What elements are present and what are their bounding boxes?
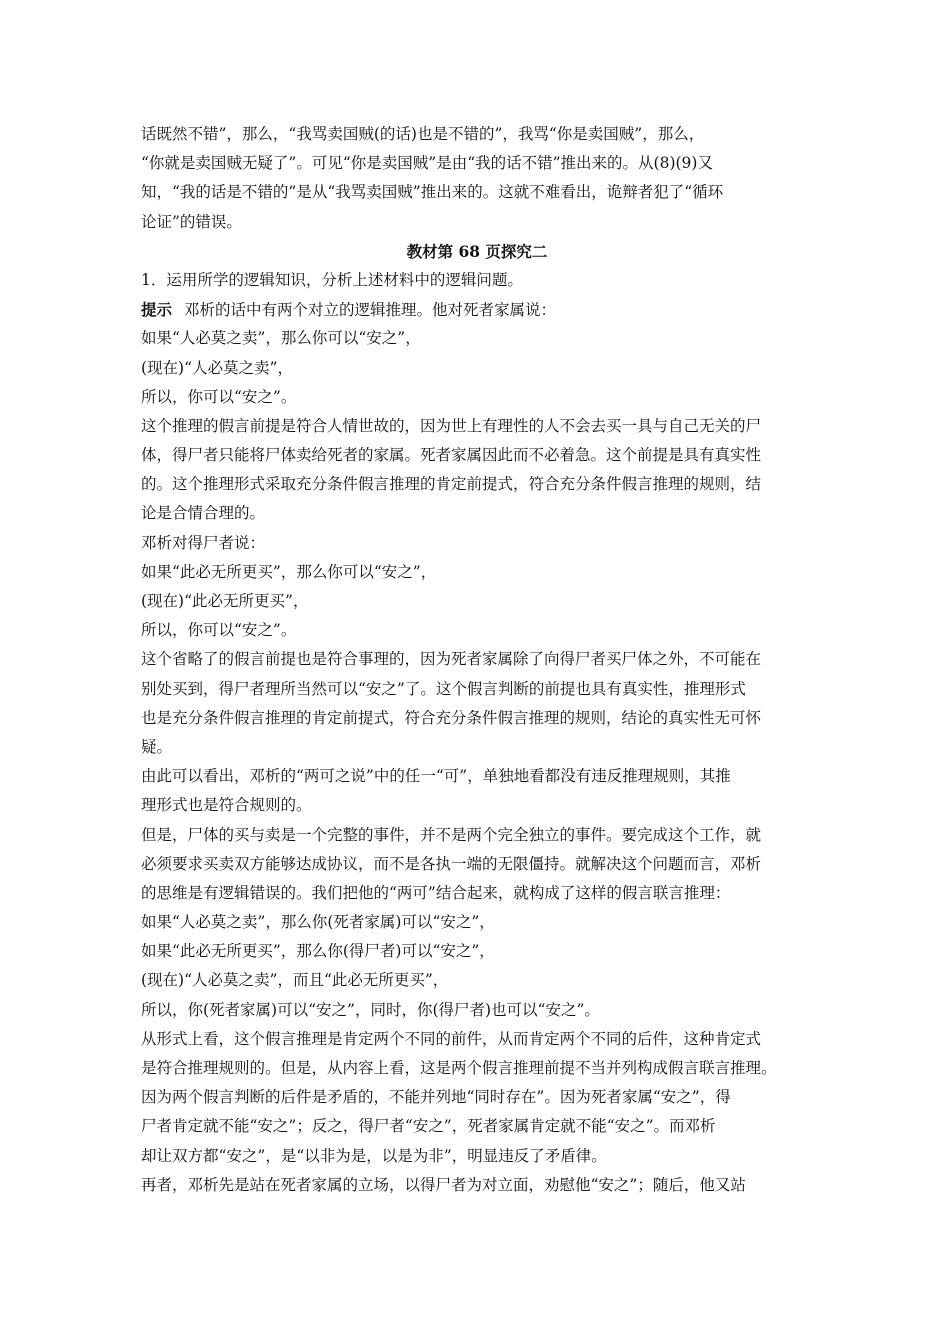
text-line: 的思维是有逻辑错误的。我们把他的“两可”结合起来，就构成了这样的假言联言推理： — [141, 883, 731, 902]
text-line: 的。这个推理形式采取充分条件假言推理的肯定前提式，符合充分条件假言推理的规则，结 — [141, 475, 762, 494]
intro-paragraph — [141, 120, 813, 237]
text-line: 这个推理的假言前提是符合人情世故的，因为世上有理性的人不会去买一具与自己无关的尸 — [141, 416, 762, 435]
text-line: 邓析对得尸者说： — [141, 533, 266, 552]
text-line: 疑。 — [141, 737, 173, 756]
text-line: 尸者肯定就不能“安之”；反之，得尸者“安之”，死者家属肯定就不能“安之”。而邓析 — [141, 1117, 716, 1136]
text-line: 论证”的错误。 — [141, 212, 242, 231]
text-line: 因为两个假言判断的后件是矛盾的，不能并列地“同时存在”。因为死者家属“安之”，得 — [141, 1088, 731, 1107]
text-line: 话既然不错”，那么，“我骂卖国贼(的话)也是不错的”，我骂“你是卖国贼”，那么， — [141, 125, 705, 143]
text-line: “你就是卖国贼无疑了”。可见“你是卖国贼”是由“我的话不错”推出来的。从(8)(9)又 — [141, 154, 713, 173]
text-line: 这个省略了的假言前提也是符合事理的，因为死者家属除了向得尸者买尸体之外，不可能在 — [141, 650, 762, 669]
text-line: 再者，邓析先是站在死者家属的立场，以得尸者为对立面，劝慰他“安之”；随后，他又站 — [141, 1175, 746, 1194]
hint-text: 邓析的话中有两个对立的逻辑推理。他对死者家属说： — [184, 301, 557, 320]
hint-line — [141, 295, 813, 324]
text-line: 也是充分条件假言推理的肯定前提式，符合充分条件假言推理的规则，结论的真实性无可怀 — [141, 708, 762, 727]
body-text — [141, 324, 813, 1200]
text-line: 所以，你可以“安之”。 — [141, 621, 297, 640]
text-line: 如果“此必无所更买”，那么你可以“安之”， — [141, 562, 437, 581]
text-line: 理形式也是符合规则的。 — [141, 796, 312, 815]
text-line: 从形式上看，这个假言推理是肯定两个不同的前件，从而肯定两个不同的后件，这种肯定式 — [141, 1029, 762, 1048]
document-page — [141, 120, 813, 1200]
section-title: 教材第 68 页探究二 — [406, 241, 548, 261]
text-line: 但是，尸体的买与卖是一个完整的事件，并不是两个完全独立的事件。要完成这个工作，就 — [141, 825, 762, 844]
question-text: 1．运用所学的逻辑知识，分析上述材料中的逻辑问题。 — [141, 270, 523, 289]
text-line: 由此可以看出，邓析的“两可之说”中的任一“可”，单独地看都没有违反推理规则，其推 — [141, 767, 731, 786]
text-line: 如果“人必莫之卖”，那么你可以“安之”， — [141, 329, 421, 348]
text-line: (现在)“人必莫之卖”，而且“此必无所更买”， — [141, 971, 449, 990]
text-line: 如果“人必莫之卖”，那么你(死者家属)可以“安之”， — [141, 913, 495, 932]
text-line: 是符合推理规则的。但是，从内容上看，这是两个假言推理前提不当并列构成假言联言推理。 — [141, 1059, 777, 1077]
text-line: 别处买到，得尸者理所当然可以“安之”了。这个假言判断的前提也具有真实性，推理形式 — [141, 679, 746, 698]
hint-label: 提示 — [141, 300, 173, 320]
text-line: 必须要求买卖双方能够达成协议，而不是各执一端的无限僵持。就解决这个问题而言，邓析 — [141, 854, 762, 873]
text-line: (现在)“人必莫之卖”， — [141, 358, 293, 377]
text-line: 论是合情合理的。 — [141, 504, 266, 523]
text-line: 知，“我的话是不错的”是从“我骂卖国贼”推出来的。这就不难看出，诡辩者犯了“循环 — [141, 183, 724, 202]
text-line: 所以，你可以“安之”。 — [141, 387, 297, 406]
text-line: (现在)“此必无所更买”， — [141, 592, 309, 610]
text-line: 所以，你(死者家属)可以“安之”，同时，你(得尸者)也可以“安之”。 — [141, 1000, 600, 1019]
text-line: 却让双方都“安之”，是“以非为是，以是为非”，明显违反了矛盾律。 — [141, 1146, 607, 1165]
text-line: 如果“此必无所更买”，那么你(得尸者)可以“安之”， — [141, 942, 495, 961]
text-line: 体，得尸者只能将尸体卖给死者的家属。死者家属因此而不必着急。这个前提是具有真实性 — [141, 446, 762, 465]
